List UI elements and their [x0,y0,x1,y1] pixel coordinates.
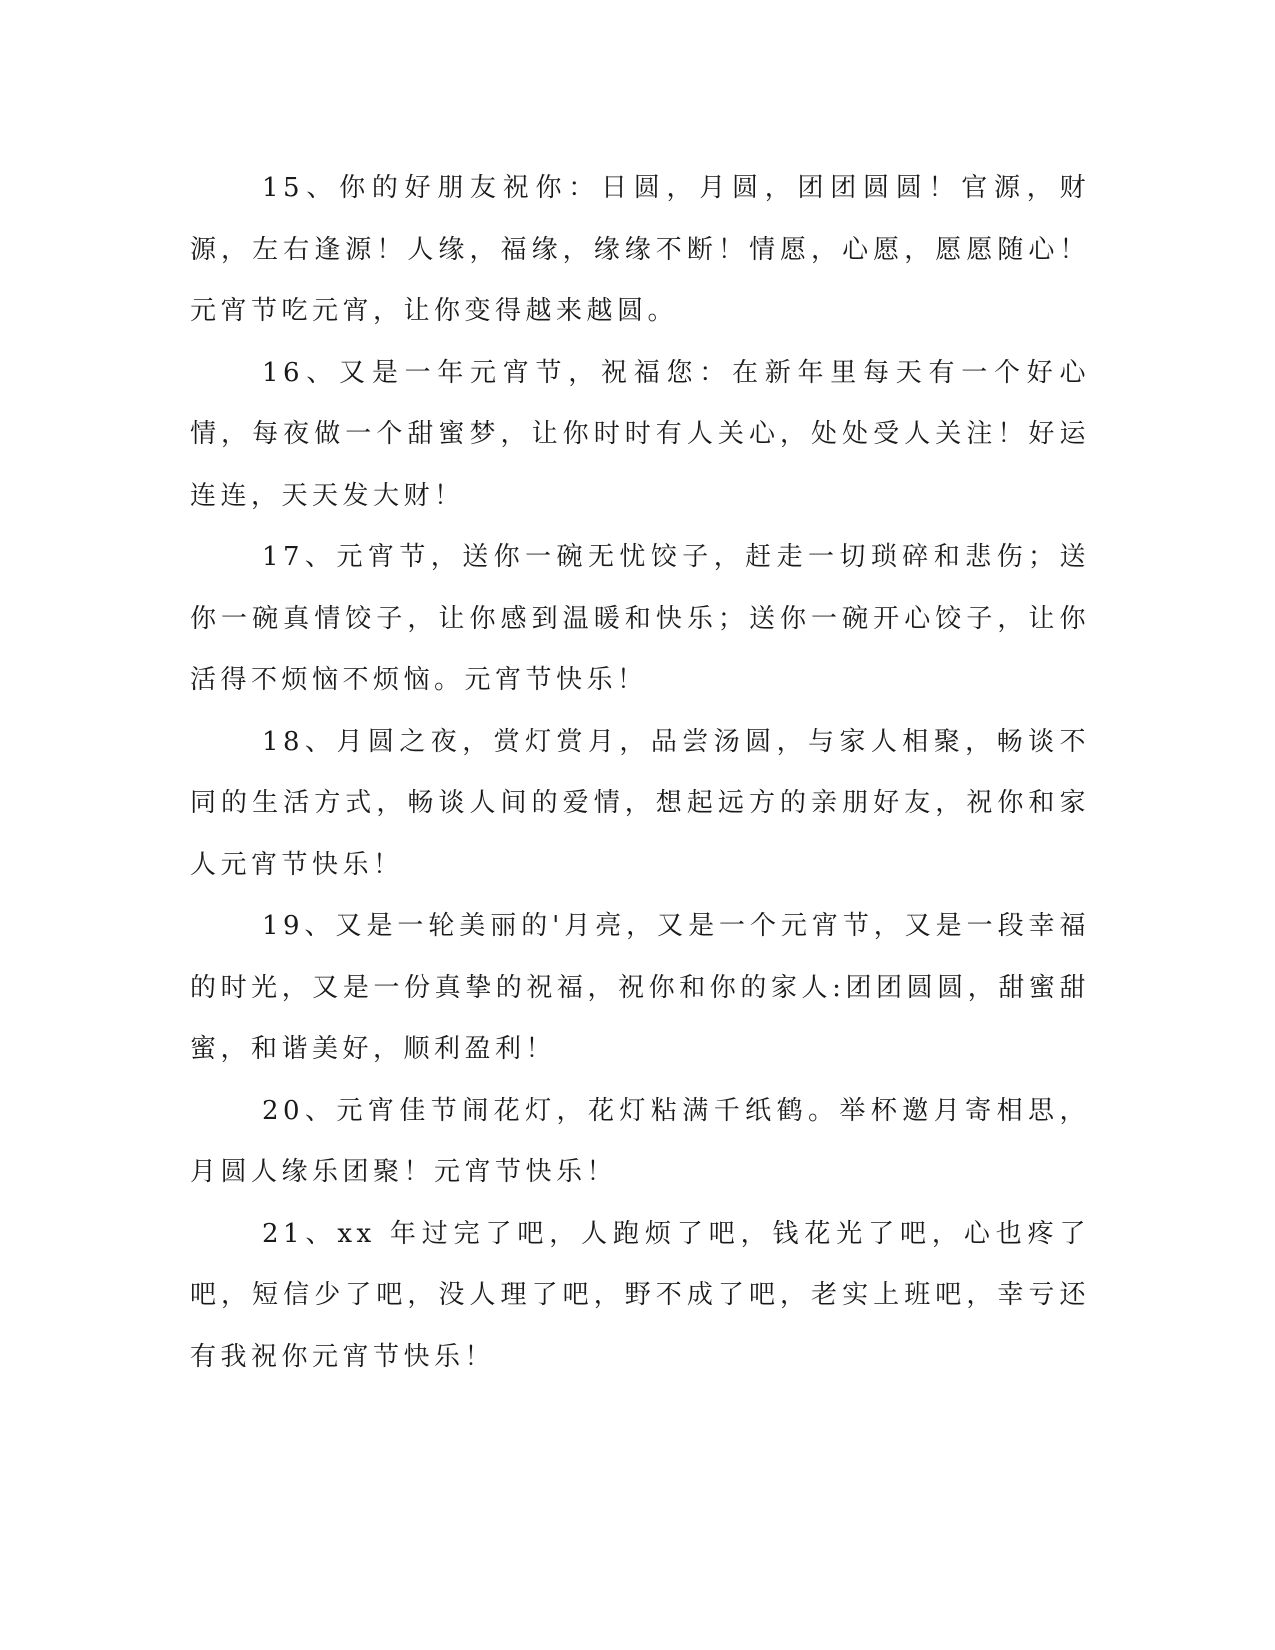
document-body [190,158,1090,1388]
paragraph-16: 16、又是一年元宵节，祝福您：在新年里每天有一个好心情，每夜做一个甜蜜梦，让你时时有人关心，处处受人关注！好运连连，天天发大财！ [190,357,1090,511]
paragraph-19: 19、又是一轮美丽的'月亮，又是一个元宵节，又是一段幸福的时光，又是一份真挚的祝福，祝你和你的家人:团团圆圆，甜蜜甜蜜，和谐美好，顺利盈利！ [190,911,1090,1064]
paragraph-21: 21、xx 年过完了吧，人跑烦了吧，钱花光了吧，心也疼了吧，短信少了吧，没人理了吧，野不成了吧，老实上班吧，幸亏还有我祝你元宵节快乐！ [190,1218,1090,1372]
paragraph-20: 20、元宵佳节闹花灯，花灯粘满千纸鹤。举杯邀月寄相思，月圆人缘乐团聚！元宵节快乐！ [190,1095,1090,1187]
paragraph-17: 17、元宵节，送你一碗无忧饺子，赶走一切琐碎和悲伤；送你一碗真情饺子，让你感到温暖和快乐；送你一碗开心饺子，让你活得不烦恼不烦恼。元宵节快乐！ [190,542,1090,695]
paragraph-15: 15、你的好朋友祝你：日圆，月圆，团团圆圆！官源，财源，左右逢源！人缘，福缘，缘缘不断！情愿，心愿，愿愿随心！元宵节吃元宵，让你变得越来越圆。 [190,173,1090,326]
paragraph-18: 18、月圆之夜，赏灯赏月，品尝汤圆，与家人相聚，畅谈不同的生活方式，畅谈人间的爱情，想起远方的亲朋好友，祝你和家人元宵节快乐！ [190,726,1090,880]
